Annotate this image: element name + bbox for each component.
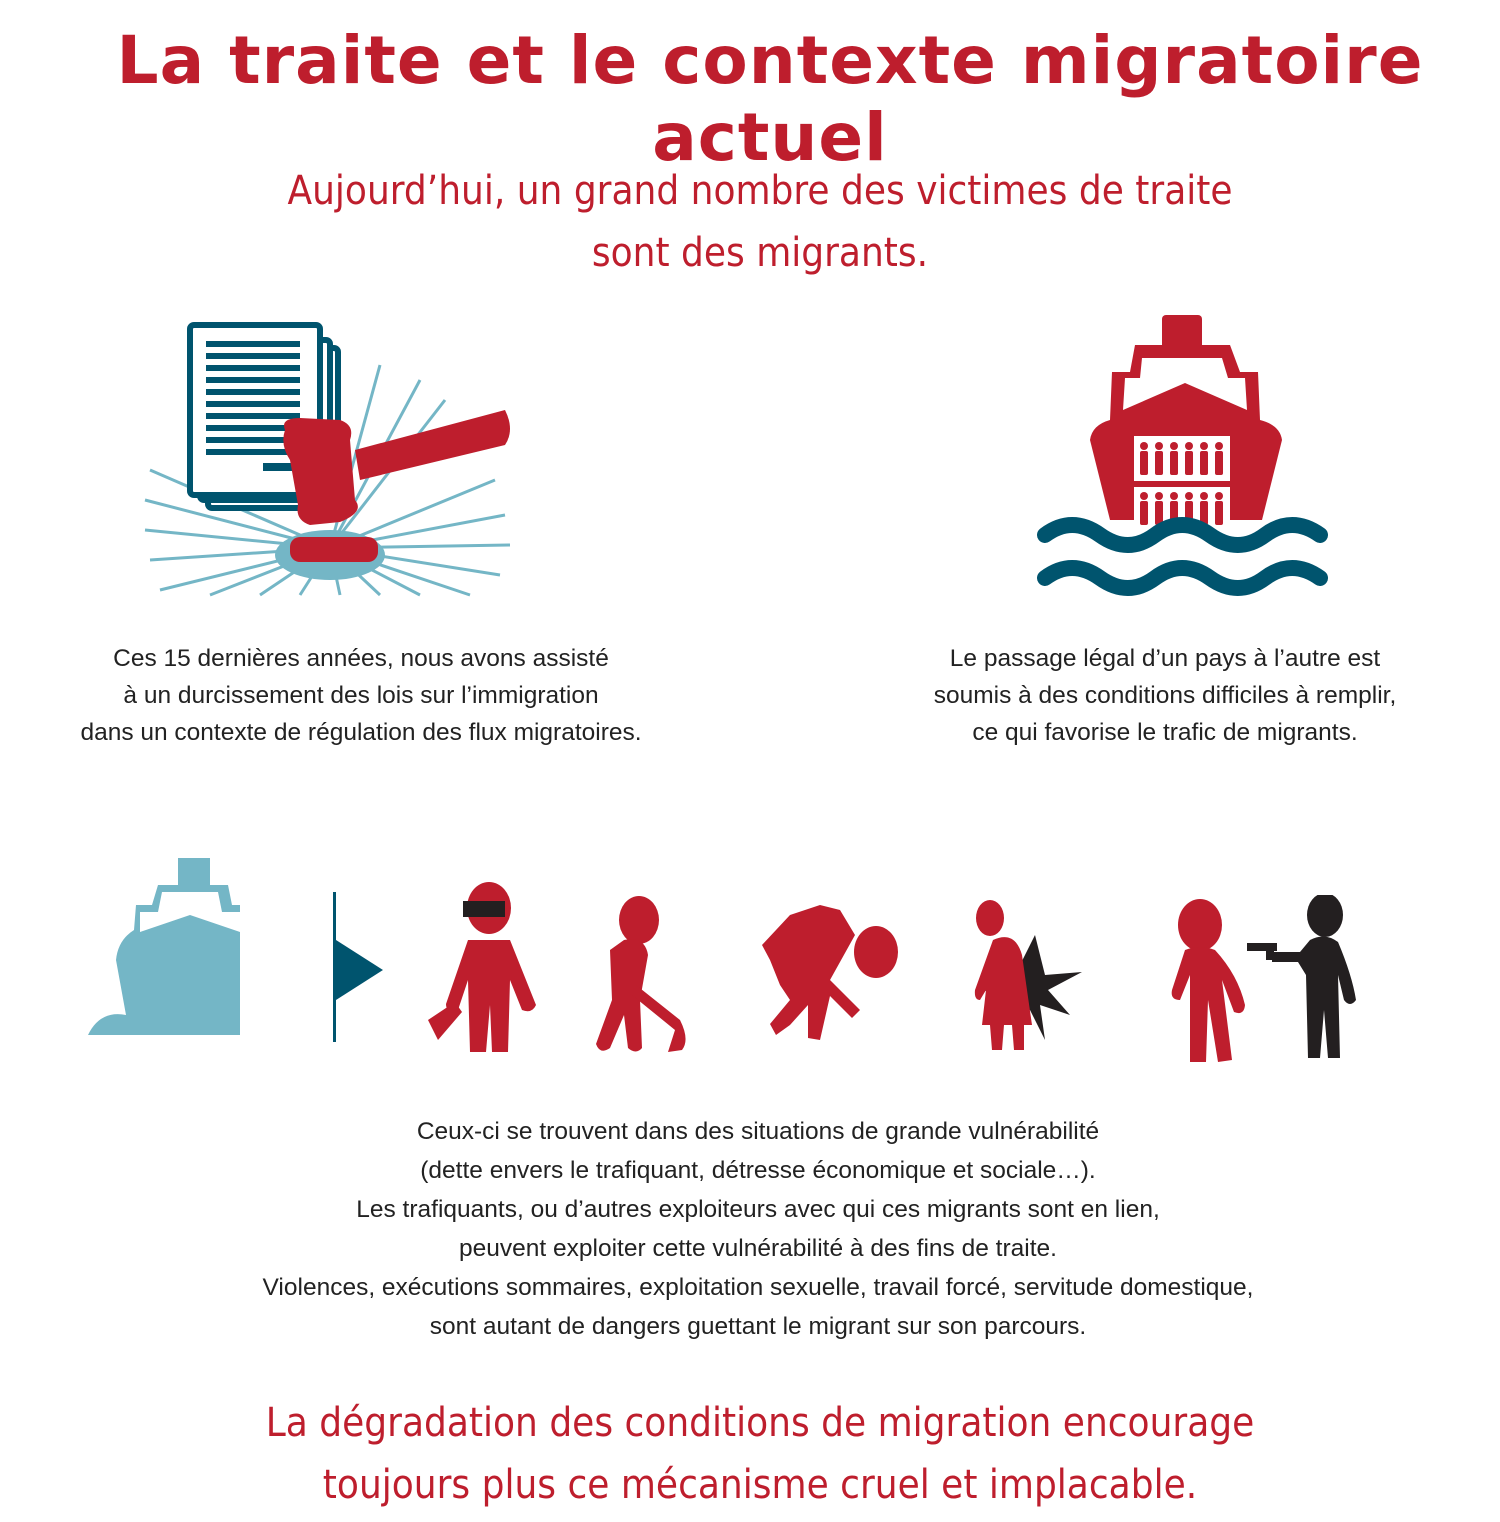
ship-icon: [80, 855, 240, 1040]
subtitle-line-1: Aujourd’hui, un grand nombre des victimes de traite: [287, 168, 1233, 214]
right-paragraph-line: ce qui favorise le trafic de migrants.: [972, 719, 1358, 746]
right-paragraph-line: soumis à des conditions difficiles à remplir,: [933, 682, 1397, 709]
left-paragraph: [0, 640, 722, 751]
page-title: La traite et le contexte migratoire actuel: [116, 22, 1424, 176]
person-at-gunpoint-icon: [1160, 895, 1360, 1070]
center-paragraph-line: Violences, exécutions sommaires, exploitation sexuelle, travail forcé, servitude domestique,: [262, 1274, 1254, 1301]
woman-violence-icon: [965, 895, 1090, 1060]
subtitle-line-2: sont des migrants.: [591, 230, 929, 276]
conclusion-line-1: La dégradation des conditions de migration encourage: [265, 1400, 1255, 1446]
center-paragraph-line: Ceux-ci se trouvent dans des situations de grande vulnérabilité: [416, 1118, 1100, 1145]
migrant-ship-icon: [1030, 312, 1340, 602]
person-carrying-load-icon: [755, 895, 905, 1045]
right-paragraph-line: Le passage légal d’un pays à l’autre est: [949, 645, 1381, 672]
center-paragraph-line: peuvent exploiter cette vulnérabilité à des fins de traite.: [459, 1235, 1057, 1262]
left-paragraph-line: à un durcissement des lois sur l’immigration: [123, 682, 599, 709]
left-paragraph-line: dans un contexte de régulation des flux migratoires.: [80, 719, 642, 746]
conclusion: [76, 1392, 1444, 1516]
gavel-law-documents-icon: [140, 318, 520, 598]
right-paragraph: [858, 640, 1472, 751]
conclusion-line-2: toujours plus ce mécanisme cruel et implacable.: [322, 1462, 1198, 1508]
center-paragraph-line: Les trafiquants, ou d’autres exploiteurs avec qui ces migrants sont en lien,: [356, 1196, 1160, 1223]
arrow-divider-icon: [330, 890, 390, 1045]
center-paragraph-line: sont autant de dangers guettant le migrant sur son parcours.: [429, 1313, 1087, 1340]
subtitle: [76, 160, 1444, 284]
left-paragraph-line: Ces 15 dernières années, nous avons assisté: [113, 645, 609, 672]
center-paragraph: [0, 1112, 1500, 1346]
blindfolded-tagged-person-icon: [410, 880, 540, 1060]
center-paragraph-line: (dette envers le trafiquant, détresse économique et sociale…).: [420, 1157, 1096, 1184]
person-sweeping-icon: [585, 895, 695, 1055]
